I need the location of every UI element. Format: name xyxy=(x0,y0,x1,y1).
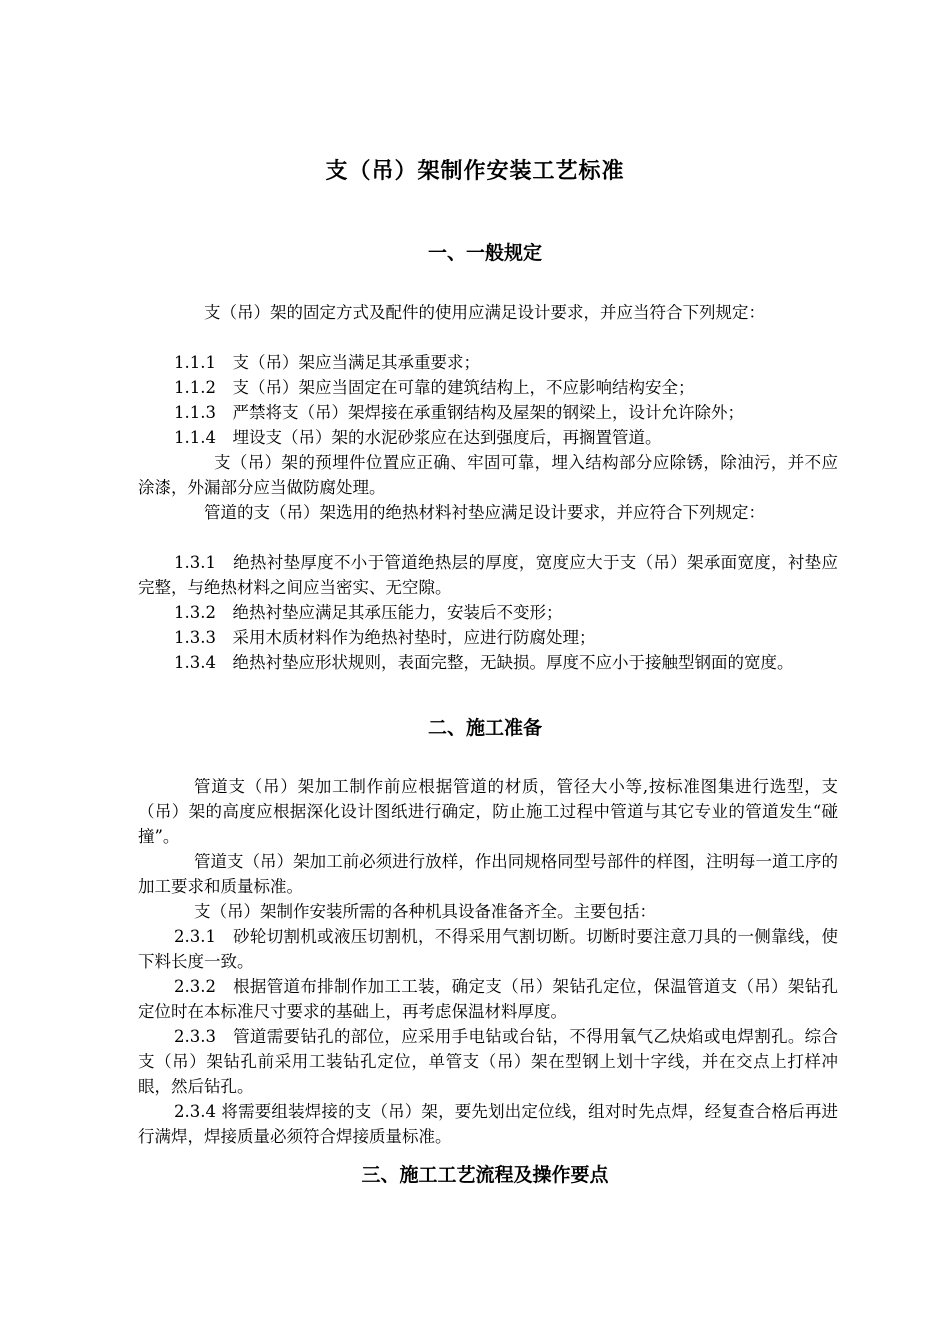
clause-item: 1.3.1 绝热衬垫厚度不小于管道绝热层的厚度，宽度应大于支（吊）架承面宽度，衬垫应完整，与绝热材料之间应当密实、无空隙。 xyxy=(138,553,838,597)
paragraph: 支（吊）架的预埋件位置应正确、牢固可靠，埋入结构部分应除锈，除油污，并不应涂漆，外漏部分应当做防腐处理。 xyxy=(138,453,838,497)
clause-item: 1.3.4 绝热衬垫应形状规则，表面完整，无缺损。厚度不应小于接触型钢面的宽度。 xyxy=(174,653,794,672)
paragraph: 支（吊）架的固定方式及配件的使用应满足设计要求，并应当符合下列规定： xyxy=(204,303,765,322)
clause-item: 1.3.3 采用木质材料作为绝热衬垫时，应进行防腐处理； xyxy=(174,628,596,647)
clause-item: 1.1.4 埋设支（吊）架的水泥砂浆应在达到强度后，再搁置管道。 xyxy=(174,428,662,447)
clause-item: 2.3.2 根据管道布排制作加工工装，确定支（吊）架钻孔定位，保温管道支（吊）架钻孔定位时在本标准尺寸要求的基础上，再考虑保温材料厚度。 xyxy=(138,977,838,1021)
section-heading-preparation: 二、施工准备 xyxy=(427,717,542,739)
document-title: 支（吊）架制作安装工艺标准 xyxy=(325,159,625,184)
paragraph: 支（吊）架制作安装所需的各种机具设备准备齐全。主要包括： xyxy=(194,902,656,921)
clause-item: 1.1.3 严禁将支（吊）架焊接在承重钢结构及屋架的钢梁上，设计允许除外； xyxy=(174,403,744,422)
section-heading-general: 一、一般规定 xyxy=(427,242,542,264)
paragraph: 管道支（吊）架加工制作前应根据管道的材质，管径大小等,按标准图集进行选型，支（吊）架的高度应根据深化设计图纸进行确定，防止施工过程中管道与其它专业的管道发生“碰撞”。 xyxy=(138,777,838,846)
clause-item: 1.1.2 支（吊）架应当固定在可靠的建筑结构上，不应影响结构安全； xyxy=(174,378,695,397)
clause-item: 2.3.1 砂轮切割机或液压切割机，不得采用气割切断。切断时要注意刀具的一侧靠线，使下料长度一致。 xyxy=(138,927,838,971)
paragraph: 管道支（吊）架加工前必须进行放样，作出同规格同型号部件的样图，注明每一道工序的加工要求和质量标准。 xyxy=(138,852,838,896)
clause-item: 1.3.2 绝热衬垫应满足其承压能力，安装后不变形； xyxy=(174,603,563,622)
clause-item: 2.3.3 管道需要钻孔的部位，应采用手电钻或台钻，不得用氧气乙炔焰或电焊割孔。综合支（吊）架钻孔前采用工装钻孔定位，单管支（吊）架在型钢上划十字线，并在交点上打样冲眼，然后钻孔。 xyxy=(138,1027,838,1096)
section-heading-process: 三、施工工艺流程及操作要点 xyxy=(361,1164,609,1186)
clause-item: 1.1.1 支（吊）架应当满足其承重要求； xyxy=(174,353,480,372)
paragraph: 管道的支（吊）架选用的绝热材料衬垫应满足设计要求，并应符合下列规定： xyxy=(204,503,765,522)
clause-item: 2.3.4 将需要组装焊接的支（吊）架，要先划出定位线，组对时先点焊，经复查合格后再进行满焊，焊接质量必须符合焊接质量标准。 xyxy=(138,1102,838,1146)
